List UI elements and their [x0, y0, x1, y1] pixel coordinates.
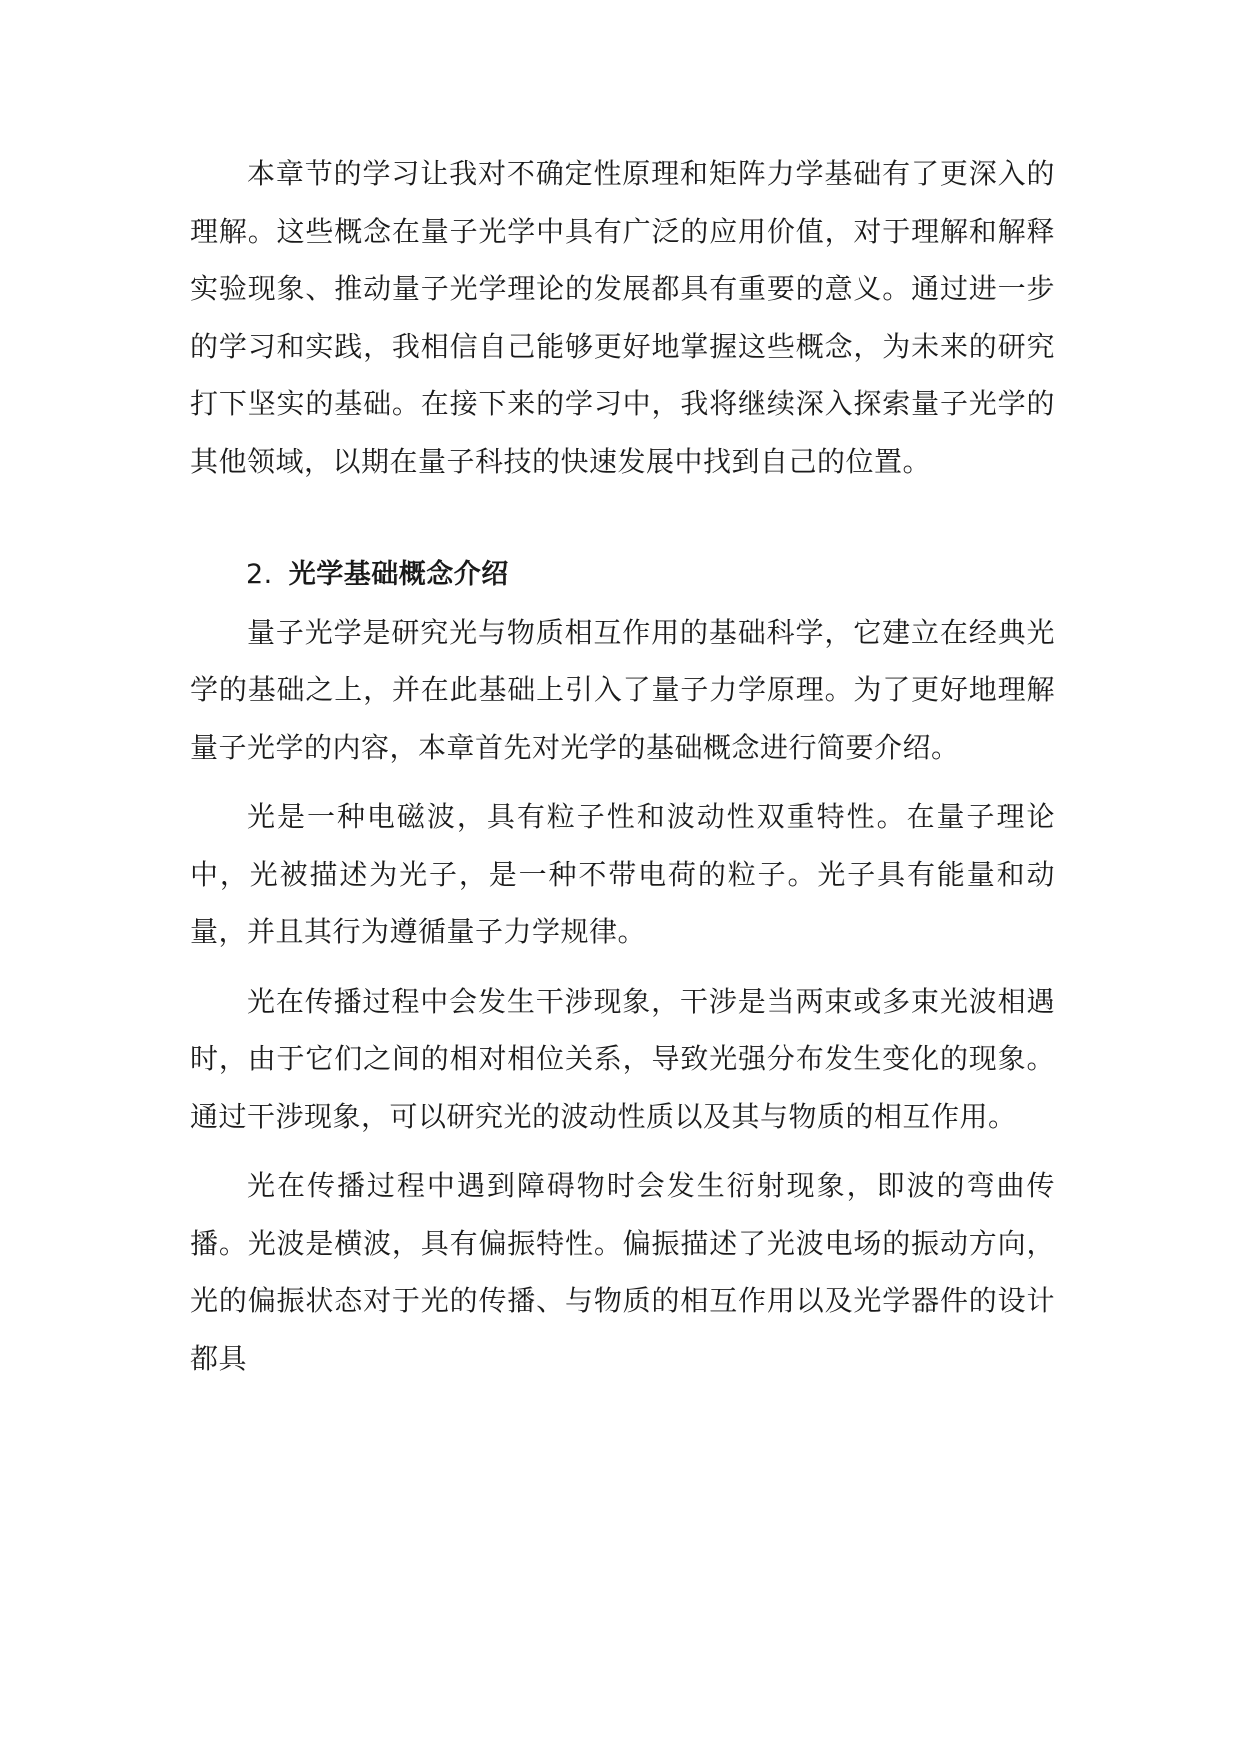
section-title: 光学基础概念介绍: [288, 559, 509, 590]
paragraph-interference: 光在传播过程中会发生干涉现象，干涉是当两束或多束光波相遇时，由于它们之间的相对相位关系，导致光强分布发生变化的现象。通过干涉现象，可以研究光的波动性质以及其与物质的相互作用。: [190, 984, 1055, 1133]
section-number: 2.: [246, 559, 273, 590]
section-heading: [246, 546, 1055, 604]
paragraph-light-nature: 光是一种电磁波，具有粒子性和波动性双重特性。在量子理论中，光被描述为光子，是一种不带电荷的粒子。光子具有能量和动量，并且其行为遵循量子力学规律。: [190, 800, 1055, 948]
paragraph-intro: 量子光学是研究光与物质相互作用的基础科学，它建立在经典光学的基础之上，并在此基础上引入了量子力学原理。为了更好地理解量子光学的内容，本章首先对光学的基础概念进行简要介绍。: [190, 615, 1055, 764]
paragraph-diffraction-polarization: 光在传播过程中遇到障碍物时会发生衍射现象，即波的弯曲传播。光波是横波，具有偏振特性。偏振描述了光波电场的振动方向，光的偏振状态对于光的传播、与物质的相互作用以及光学器件的设计都具: [190, 1169, 1055, 1375]
document-page: [190, 145, 1055, 1387]
paragraph-summary: 本章节的学习让我对不确定性原理和矩阵力学基础有了更深入的理解。这些概念在量子光学中具有广泛的应用价值，对于理解和解释实验现象、推动量子光学理论的发展都具有重要的意义。通过进一步的学习和实践，我相信自己能够更好地掌握这些概念，为未来的研究打下坚实的基础。在接下来的学习中，我将继续深入探索量子光学的其他领域，以期在量子科技的快速发展中找到自己的位置。: [190, 157, 1055, 478]
